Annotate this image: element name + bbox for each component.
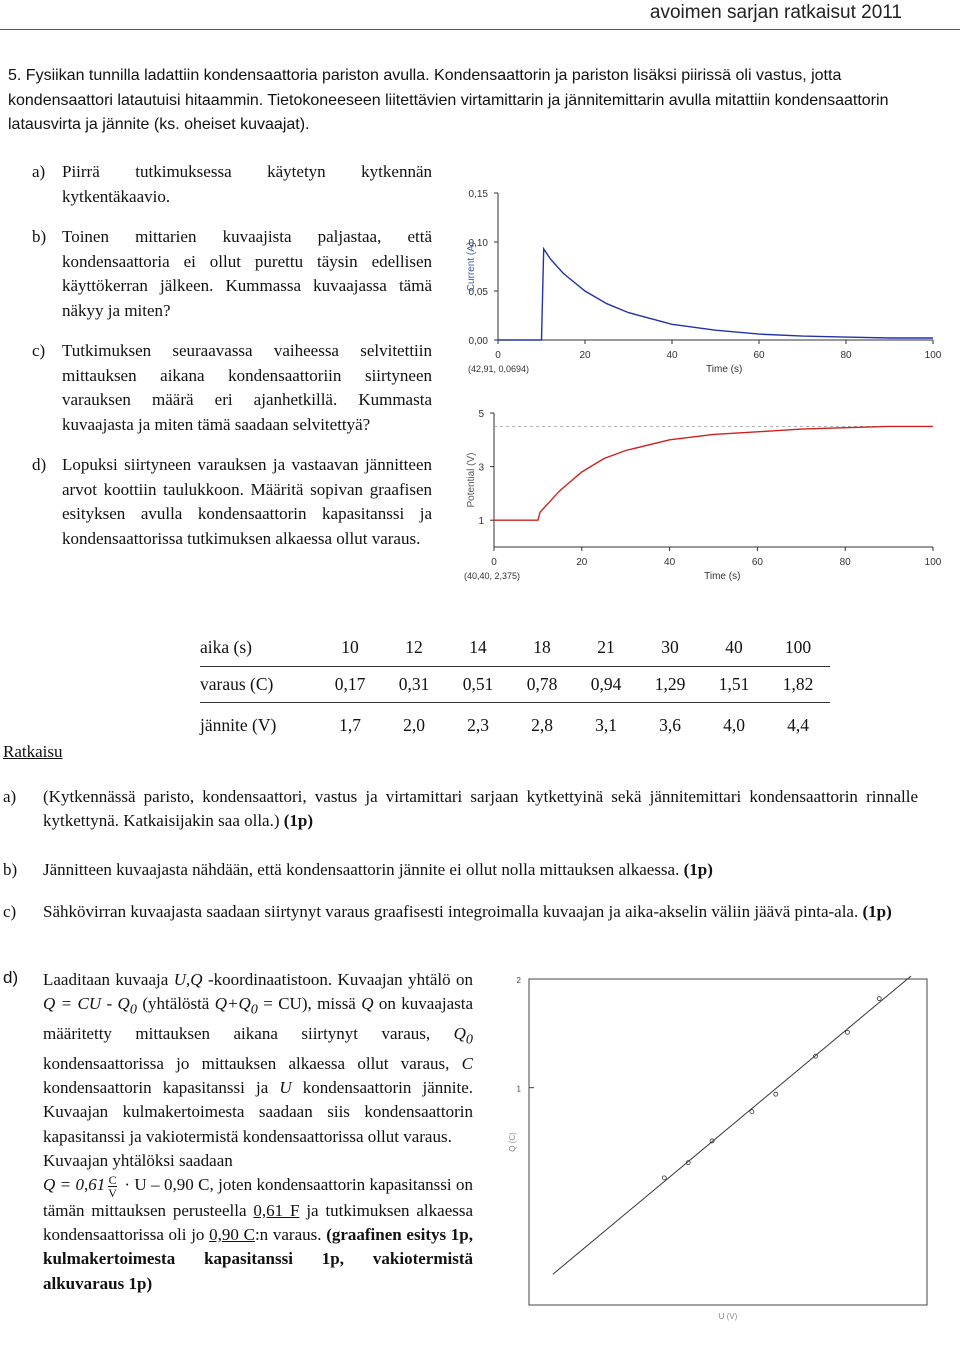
table-cell: 4,0 xyxy=(723,714,745,735)
x-tick-label: 40 xyxy=(666,350,678,361)
part-text: Piirrä tutkimuksessa käytetyn kytkennän kytkentäkaavio. xyxy=(62,162,432,206)
problem-intro: 5. Fysiikan tunnilla ladattiin kondensaattoria pariston avulla. Kondensaattorin ja pariston lisäksi piirissä oli vastus, jotta kondensaattori latautuisi hitaammin. Tietokoneeseen liitettävien virtamittarin ja jännitemittarin avulla mitattiin kondensaattorin latausvirta ja jännite (ks. oheiset kuvaajat). xyxy=(8,67,889,133)
table-cell: 0,94 xyxy=(574,666,638,702)
x-tick-label: 80 xyxy=(840,350,852,361)
x-tick-label: 100 xyxy=(924,350,942,361)
d-initial-charge: 0,90 C xyxy=(209,1225,255,1245)
data-point xyxy=(774,1092,778,1096)
data-point xyxy=(845,1030,849,1034)
readout-label: (40,40, 2,375) xyxy=(464,571,521,581)
part-a xyxy=(32,160,432,209)
table-cell: 21 xyxy=(574,630,638,666)
d-coords: U,Q xyxy=(173,970,203,989)
y-tick-label: 1 xyxy=(478,516,484,528)
y-tick-label: 0,05 xyxy=(468,287,488,298)
table-cell: 100 xyxy=(766,630,830,666)
d-equation: Q = CU - Q xyxy=(43,994,130,1014)
table-cell: 2,8 xyxy=(531,714,553,735)
d-text: ja tutkimuksen alkaessa kondensaattorissa oli jo xyxy=(43,1200,474,1245)
table-cell: 40 xyxy=(702,630,766,666)
current-chart xyxy=(462,180,942,390)
d-text: -koordinaatistoon. Kuvaajan yhtälö on xyxy=(207,970,474,989)
part-b xyxy=(32,225,432,323)
x-axis-label: Time (s) xyxy=(704,571,741,582)
series-line xyxy=(494,426,933,520)
voltage-chart xyxy=(462,405,942,590)
d-sub: 0 xyxy=(250,1001,258,1018)
solution-heading xyxy=(3,742,63,762)
d-text: (yhtälöstä xyxy=(142,994,210,1014)
table-row xyxy=(200,630,830,666)
data-point xyxy=(750,1110,754,1114)
answer-label-d xyxy=(3,968,18,988)
d-text: :n varaus. xyxy=(254,1225,322,1245)
d-symbol: C xyxy=(461,1053,474,1073)
table-cell: 0,51 xyxy=(446,666,510,702)
x-tick-label: 20 xyxy=(579,350,591,361)
table-row-label: aika (s) xyxy=(200,630,318,666)
plot-frame xyxy=(529,979,927,1305)
table-cell: 18 xyxy=(510,630,574,666)
d-sub: 0 xyxy=(465,1031,473,1048)
table-cell: 1,29 xyxy=(638,666,702,702)
x-axis-label: Time (s) xyxy=(706,364,743,375)
table-row xyxy=(200,702,830,748)
answer-label: d) xyxy=(3,968,19,987)
answer-a xyxy=(3,785,918,833)
d-text: kondensaattorin kapasitanssi ja xyxy=(43,1077,269,1097)
part-label: a) xyxy=(32,162,46,181)
d-text: on kuvaajasta määritetty mittauksen aikana siirtynyt varaus, xyxy=(43,994,474,1043)
x-axis-label: U (V) xyxy=(718,1312,738,1321)
table-cell: 0,78 xyxy=(510,666,574,702)
unit-fraction xyxy=(108,1174,117,1199)
problem-parts xyxy=(32,160,432,551)
part-text: Tutkimuksen seuraavassa vaiheessa selvitettiin mittauksen aikana kondensaattoriin siirtyneen varauksen määrä eri ajanhetkillä. Kummasta kuvaajasta ja miten tämä saadaan selvitettyä? xyxy=(62,341,432,434)
d-text: = CU), missä xyxy=(263,994,356,1014)
part-c xyxy=(32,339,432,437)
answer-points: (1p) xyxy=(283,811,314,830)
table-cell: 3,1 xyxy=(595,714,617,735)
answer-label: b) xyxy=(3,860,18,879)
x-tick-label: 100 xyxy=(924,557,942,568)
table-row-label: varaus (C) xyxy=(200,666,318,702)
answer-label: c) xyxy=(3,902,17,921)
y-tick-label: 0,00 xyxy=(468,336,488,347)
fit-line xyxy=(553,976,911,1274)
table-cell: 30 xyxy=(638,630,702,666)
d-symbol: Q xyxy=(453,1023,466,1043)
y-tick-label: 0,15 xyxy=(468,189,488,200)
d-text: kondensaattorin jännite. Kuvaajan kulmakertoimesta saadaan siis kondensaattorin kapasitanssi ja vakiotermistä kondensaattorissa ollut varaus. xyxy=(43,1077,473,1146)
table-cell: 2,0 xyxy=(403,714,425,735)
table-cell: 0,17 xyxy=(318,666,382,702)
x-tick-label: 40 xyxy=(664,557,676,568)
y-axis-label: Current (A) xyxy=(466,241,477,292)
table-cell: 3,6 xyxy=(659,714,681,735)
part-text: Toinen mittarien kuvaajista paljastaa, että kondensaattoria ei ollut purettu täysin edellisen käyttökerran jälkeen. Kummassa kuvaajassa tämä näkyy ja miten? xyxy=(62,227,432,320)
d-symbol: Q xyxy=(361,994,374,1014)
part-label: d) xyxy=(32,455,47,474)
table-cell: 4,4 xyxy=(787,714,809,735)
part-label: b) xyxy=(32,227,47,246)
d-equation: Q+Q xyxy=(214,994,251,1014)
frac-den: V xyxy=(108,1185,117,1200)
d-text: kondensaattorissa jo mittauksen alkaessa ollut varaus, xyxy=(43,1053,450,1073)
solution-heading-text: Ratkaisu xyxy=(3,742,63,761)
x-tick-label: 60 xyxy=(753,350,765,361)
page-header-title: avoimen sarjan ratkaisut 2011 xyxy=(649,2,902,23)
y-tick-label: 3 xyxy=(478,462,484,474)
d-points: (graafinen esitys 1p, kulmakertoimesta kapasitanssi 1p, vakiotermistä alkuvaraus 1p) xyxy=(43,1225,474,1293)
y-tick-label: 1 xyxy=(516,1084,521,1094)
header-rule xyxy=(0,29,960,30)
table-cell: 10 xyxy=(318,630,382,666)
table-row-label: jännite (V) xyxy=(200,714,277,735)
table-cell: 0,31 xyxy=(382,666,446,702)
x-tick-label: 60 xyxy=(751,557,763,568)
d-equation: Q = 0,61 xyxy=(43,1175,106,1195)
part-d xyxy=(32,453,432,551)
x-tick-label: 0 xyxy=(495,350,501,361)
y-tick-label: 2 xyxy=(516,976,521,985)
y-tick-label: 0,10 xyxy=(468,238,488,249)
table-cell: 12 xyxy=(382,630,446,666)
x-tick-label: 80 xyxy=(839,557,851,568)
table-cell: 2,3 xyxy=(467,714,489,735)
part-label: c) xyxy=(32,341,46,360)
answer-text: (Kytkennässä paristo, kondensaattori, vastus ja virtamittari sarjaan kytkettyinä sekä jännitemittari kondensaattorin rinnalle kytkettynä. Katkaisijakin saa olla.) xyxy=(43,787,918,830)
answer-b xyxy=(3,858,918,882)
d-text: Laaditaan kuvaaja xyxy=(43,970,169,989)
table-row xyxy=(200,666,830,702)
answer-text: Jännitteen kuvaajasta nähdään, että kondensaattorin jännite ei ollut nolla mittauksen alkaessa. xyxy=(43,860,680,879)
table-cell: 1,82 xyxy=(766,666,830,702)
answer-c xyxy=(3,900,918,924)
series-line xyxy=(498,249,933,340)
answer-points: (1p) xyxy=(683,860,713,879)
d-sub: 0 xyxy=(129,1001,137,1018)
x-tick-label: 0 xyxy=(491,557,497,568)
data-point xyxy=(877,997,881,1001)
data-point xyxy=(662,1176,666,1180)
table-cell: 1,51 xyxy=(702,666,766,702)
x-tick-label: 20 xyxy=(576,557,588,568)
part-text: Lopuksi siirtyneen varauksen ja vastaavan jännitteen arvot koottiin taulukkoon. Määritä sopivan graafisen esityksen avulla kondensaattorin kapasitanssi ja kondensaattorissa tutkimuksen alkaessa ollut varaus. xyxy=(62,455,432,548)
answer-points: (1p) xyxy=(862,902,892,921)
y-tick-label: 5 xyxy=(478,409,484,420)
y-axis-label: Q (C) xyxy=(508,1132,517,1152)
d-capacitance: 0,61 F xyxy=(253,1200,300,1220)
data-table xyxy=(200,630,830,748)
d-text: Kuvaajan yhtälöksi saadaan xyxy=(43,1150,233,1170)
d-text: · U – 0,90 C, joten kondensaattorin kapasitanssi on tämän mittauksen perusteella xyxy=(43,1175,474,1220)
d-symbol: U xyxy=(279,1077,292,1097)
answer-text: Sähkövirran kuvaajasta saadaan siirtynyt varaus graafisesti integroimalla kuvaajan ja aika-akselin väliin jäävä pinta-ala. xyxy=(43,902,859,921)
frac-num: C xyxy=(108,1172,117,1187)
y-axis-label: Potential (V) xyxy=(466,452,477,508)
table-cell: 1,7 xyxy=(339,714,361,735)
table-cell: 14 xyxy=(446,630,510,666)
readout-label: (42,91, 0,0694) xyxy=(468,364,530,374)
answer-label: a) xyxy=(3,787,17,806)
fit-chart xyxy=(487,965,949,1340)
answer-d-text xyxy=(43,968,473,1296)
